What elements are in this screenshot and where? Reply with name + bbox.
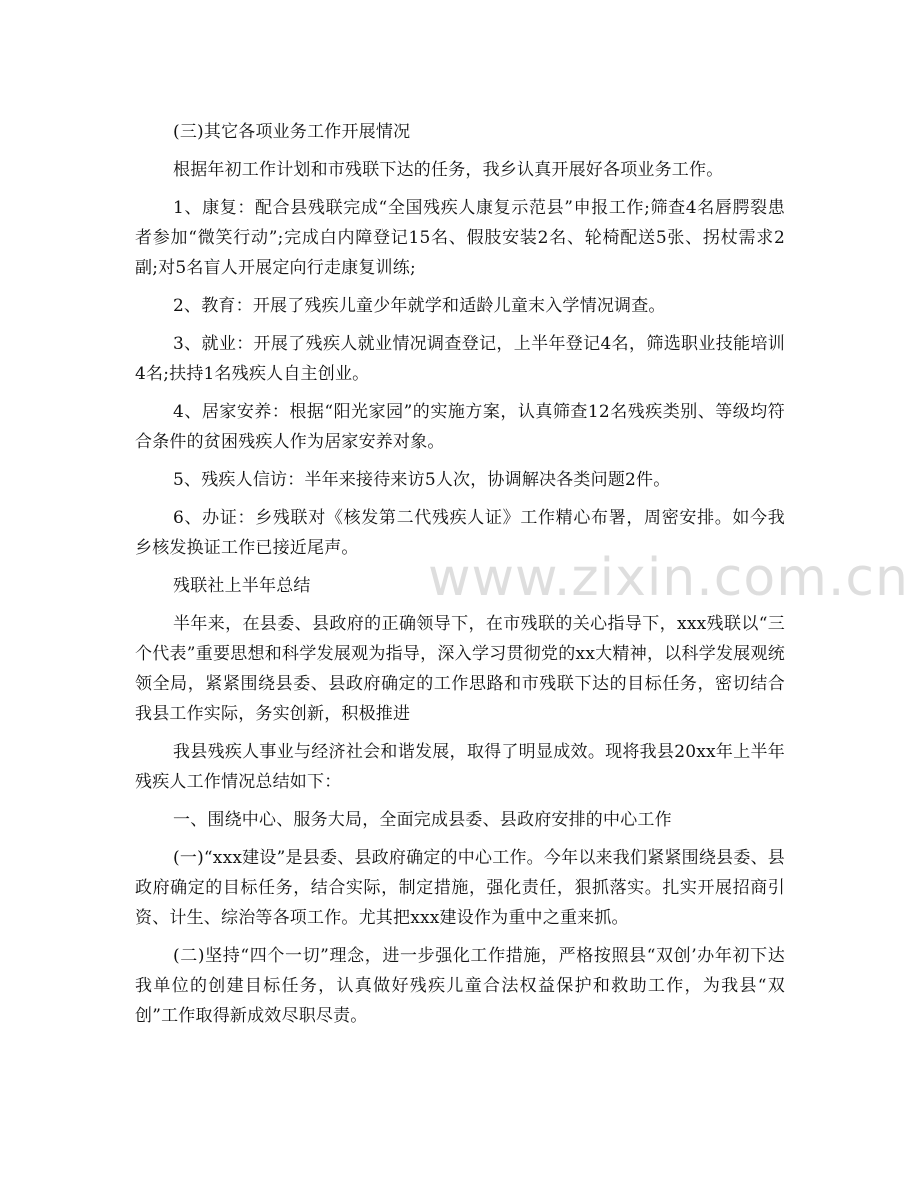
paragraph-double-creation: (二)坚持“四个一切”理念，进一步强化工作措施，严格按照县“双创’办年初下达我单位的创建目标任务，认真做好残疾儿童合法权益保护和救助工作，为我县“双创”工作取得新成效尽职尽责。 xyxy=(135,946,785,1026)
paragraph-employment: 3、就业：开展了残疾人就业情况调查登记，上半年登记4名，筛选职业技能培训4名;扶持1名残疾人自主创业。 xyxy=(135,334,785,384)
paragraph-results: 我县残疾人事业与经济社会和谐发展，取得了明显成效。现将我县20xx年上半年残疾人工作情况总结如下： xyxy=(135,742,785,792)
paragraph-rehabilitation: 1、康复：配合县残联完成“全国残疾人康复示范县”申报工作;筛查4名唇腭裂患者参加“微笑行动”;完成白内障登记15名、假肢安装2名、轮椅配送5张、拐杖需求2副;对5名盲人开展定向行走康复训练; xyxy=(135,198,785,278)
watermark: www.zixin.com.cn xyxy=(428,548,909,608)
paragraph-half-year-summary: 半年来，在县委、县政府的正确领导下，在市残联的关心指导下，xxx残联以“三个代表”重要思想和科学发展观为指导，深入学习贯彻党的xx大精神，以科学发展观统领全局，紧紧围绕县委、县政府确定的工作思路和市残联下达的目标任务，密切结合我县工作实际，务实创新，积极推进 xyxy=(135,614,785,724)
section-heading-central-work: 一、围绕中心、服务大局，全面完成县委、县政府安排的中心工作 xyxy=(173,810,672,830)
document-title: 残联社上半年总结 xyxy=(173,576,311,596)
section-heading-other-work: (三)其它各项业务工作开展情况 xyxy=(173,122,411,142)
paragraph-home-care: 4、居家安养：根据“阳光家园”的实施方案，认真筛查12名残疾类别、等级均符合条件的贫困残疾人作为居家安养对象。 xyxy=(135,402,785,452)
paragraph-construction: (一)“xxx建设”是县委、县政府确定的中心工作。今年以来我们紧紧围绕县委、县政府确定的目标任务，结合实际，制定措施，强化责任，狠抓落实。扎实开展招商引资、计生、综治等各项工作。尤其把xxx建设作为重中之重来抓。 xyxy=(135,848,785,928)
paragraph-certificates: 6、办证：乡残联对《核发第二代残疾人证》工作精心布署，周密安排。如今我乡核发换证工作已接近尾声。 xyxy=(135,508,785,558)
paragraph-intro: 根据年初工作计划和市残联下达的任务，我乡认真开展好各项业务工作。 xyxy=(173,160,724,180)
document-body xyxy=(135,117,785,1031)
paragraph-education: 2、教育：开展了残疾儿童少年就学和适龄儿童末入学情况调查。 xyxy=(173,296,666,316)
paragraph-petitions: 5、残疾人信访：半年来接待来访5人次，协调解决各类问题2件。 xyxy=(173,470,671,490)
